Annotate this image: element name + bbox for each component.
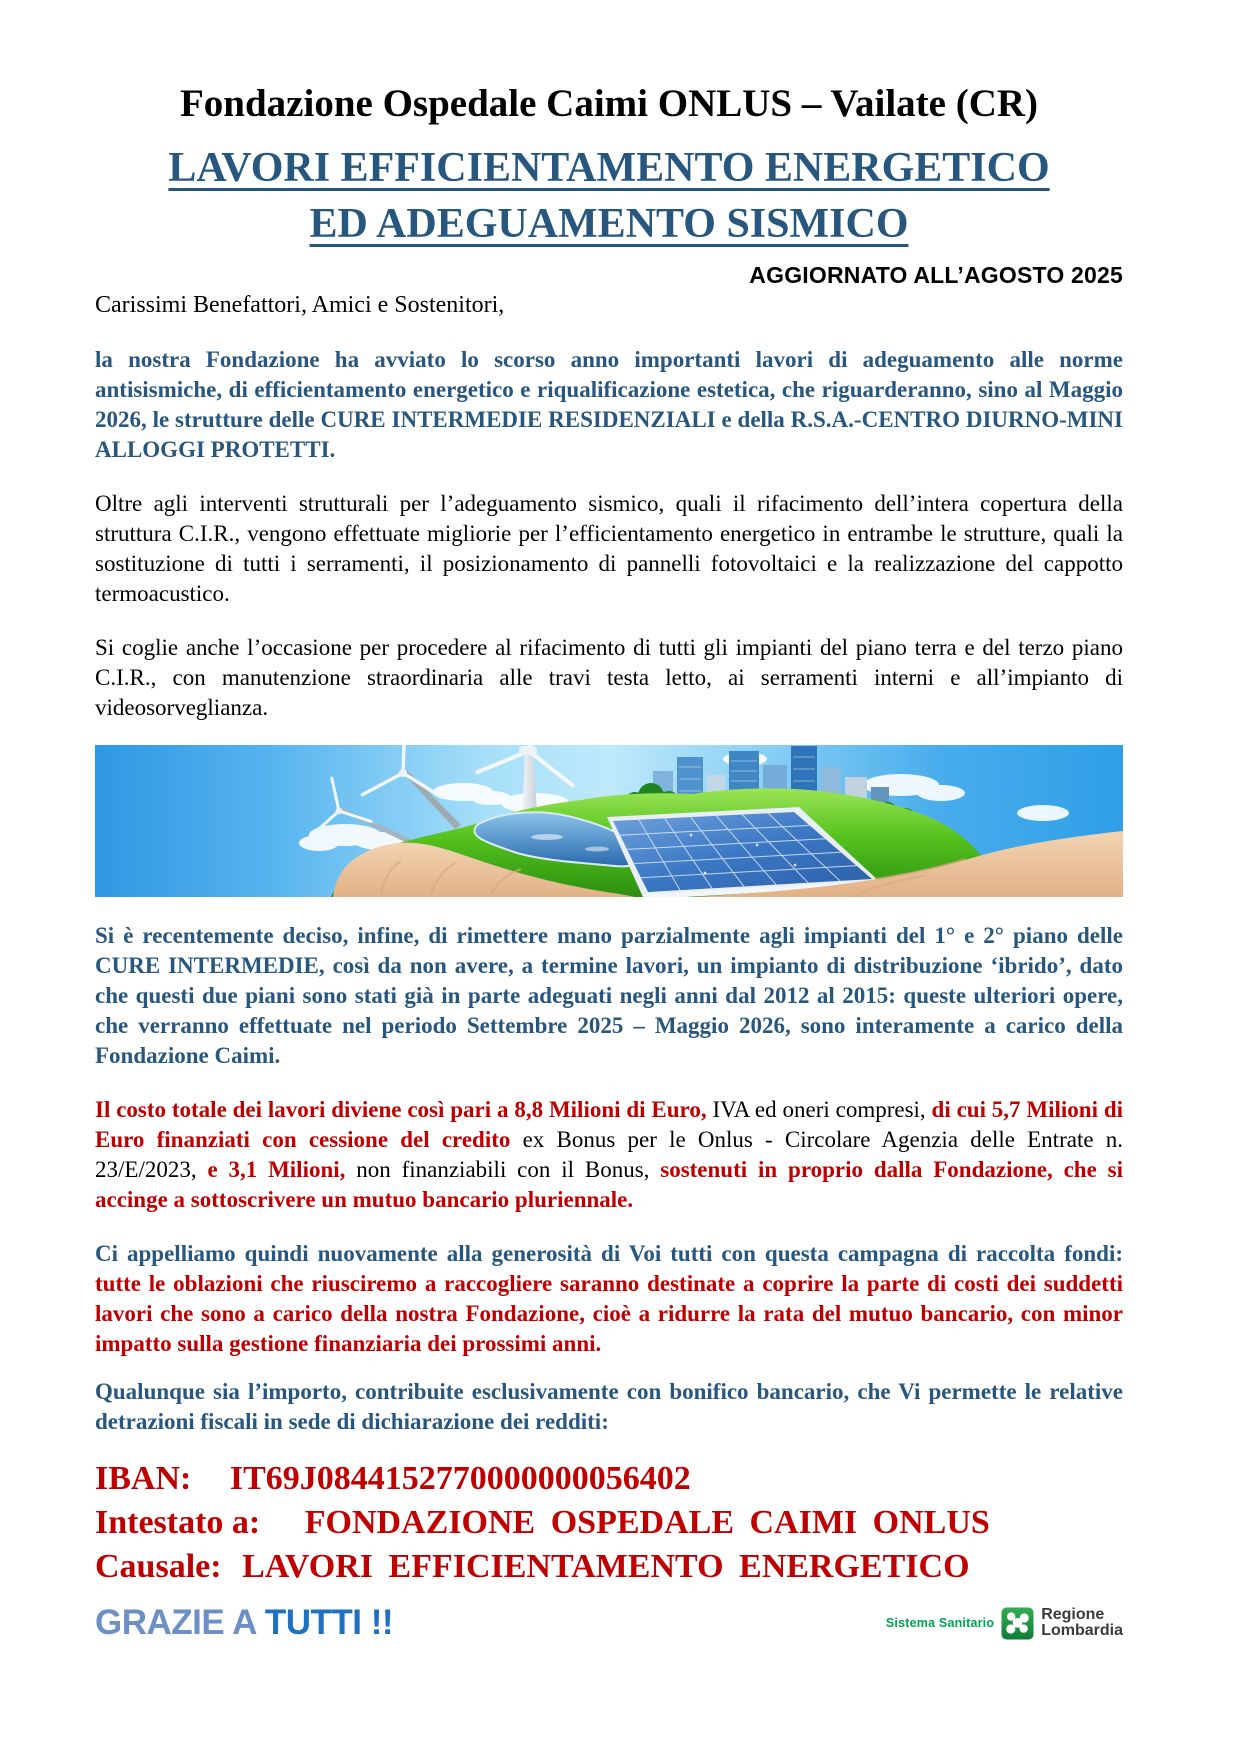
cost-loan-text: sostenuti in proprio dalla Fondazione, che si accinge a sottoscrivere un mutuo bancario pluriennale. [95,1157,1123,1212]
iban-label: IBAN: [95,1460,192,1497]
account-holder-line [95,1501,1123,1545]
appeal-intro-text: Ci appelliamo quindi nuovamente alla generosità di Voi tutti con questa campagna di raccolta fondi: [95,1241,1123,1266]
paragraph-appeal [95,1239,1123,1359]
footer [95,1603,1123,1643]
paragraph-systems-renewal: Si coglie anche l’occasione per procedere al rifacimento di tutti gli impianti del piano terra e del terzo piano C.I.R., con manutenzione straordinaria alle travi testa letto, ai serramenti interni e all’impianto di videosorveglianza. [95,635,1123,720]
bank-details [95,1457,1123,1589]
payment-reason-label: Causale: [95,1548,222,1585]
cost-remainder-text: e 3,1 Milioni, [207,1157,357,1182]
hero-image [95,745,1123,897]
iban-line [95,1457,1123,1501]
payment-reason-value: LAVORI EFFICIENTAMENTO ENERGETICO [242,1548,970,1585]
regione-lombardia-label: Regione Lombardia [1041,1606,1123,1639]
account-holder-label: Intestato a: [95,1504,261,1541]
page-title: Fondazione Ospedale Caimi ONLUS – Vailate (CR) [179,82,1039,125]
iban-value: IT69J0844152770000000056402 [229,1460,691,1497]
cost-total-text: Il costo totale dei lavori diviene così pari a 8,8 Milioni di Euro, [95,1097,713,1122]
main-heading-line2: ED ADEGUAMENTO SISMICO [309,201,909,247]
sistema-sanitario-label: Sistema Sanitario [885,1616,995,1630]
paragraph-structural-works: Oltre agli interventi strutturali per l’adeguamento sismico, quali il rifacimento dell’intera copertura della struttura C.I.R., vengono effettuate migliorie per l’efficientamento energetico in entrambe le strutture, quali la sostituzione di tutti i serramenti, il posizionamento di pannelli fotovoltaici e la realizzazione del cappotto termoacustico. [95,491,1123,606]
payment-reason-line [95,1545,1123,1589]
salutation: Carissimi Benefattori, Amici e Sostenitori, [95,292,505,318]
paragraph-costs: Il costo totale dei lavori diviene così pari a 8,8 Milioni di Euro, IVA ed oneri compresi, di cui 5,7 Milioni di Euro finanziati con cessione del credito ex Bonus per le Onlus - Circolare Agenzia delle Entrate n. 23/E/2023, e 3,1 Milioni, non finanziabili con il Bonus, sostenuti in proprio dalla Fondazione, che si accinge a sottoscrivere un mutuo bancario pluriennale. [95,1097,1124,1212]
regione-lombardia-logo [886,1607,1123,1640]
paragraph-bank-transfer-note: Qualunque sia l’importo, contribuite esclusivamente con bonifico bancario, che Vi permette le relative detrazioni fiscali in sede di dichiarazione dei redditi: [95,1379,1123,1434]
paragraph-additional-works: Si è recentemente deciso, infine, di rimettere mano parzialmente agli impianti del 1° e 2° piano delle CURE INTERMEDIE, così da non avere, a termine lavori, un impianto di distribuzione ‘ibrido’, dato che questi due piani sono stati già in parte adeguati negli anni dal 2012 al 2015: queste ulteriori opere, che verranno effettuate nel periodo Settembre 2025 – Maggio 2026, sono interamente a carico della Fondazione Caimi. [95,923,1123,1068]
paragraph-works-overview: la nostra Fondazione ha avviato lo scorso anno importanti lavori di adeguamento alle norme antisismiche, di efficientamento energetico e riqualificazione estetica, che riguarderanno, sino al Maggio 2026, le strutture delle CURE INTERMEDIE RESIDENZIALI e della R.S.A.-CENTRO DIURNO-MINI ALLOGGI PROTETTI. [95,347,1123,462]
account-holder-value: FONDAZIONE OSPEDALE CAIMI ONLUS [304,1504,990,1541]
appeal-donations-text: tutte le oblazioni che riusciremo a raccogliere saranno destinate a coprire la parte di costi dei suddetti lavori che sono a carico della nostra Fondazione, cioè a ridurre la rata del mutuo bancario, con minor impatto sulla gestione finanziaria dei prossimi anni. [95,1271,1123,1356]
updated-note: AGGIORNATO ALL’AGOSTO 2025 [749,262,1123,288]
main-heading-line1: LAVORI EFFICIENTAMENTO ENERGETICO [168,145,1050,191]
rosa-camuna-icon [1001,1607,1034,1640]
main-heading [95,140,1123,252]
thanks-message: GRAZIE A TUTTI !! [95,1603,394,1642]
cost-credit-text: di cui 5,7 Milioni di Euro finanziati con cessione del credito [95,1097,1124,1152]
